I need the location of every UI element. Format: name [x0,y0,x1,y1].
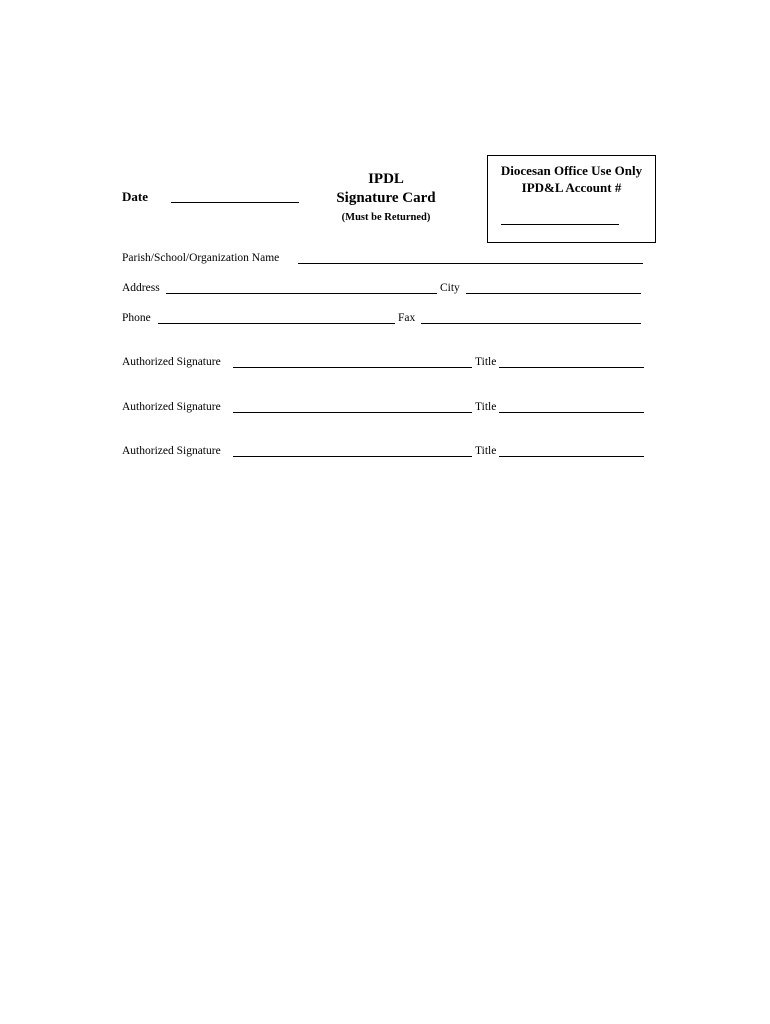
office-use-heading [488,162,655,196]
office-use-box [487,155,656,243]
authorized-signature-field[interactable] [233,412,472,413]
authorized-signature-label: Authorized Signature [122,356,221,368]
title-label: Title [475,445,497,457]
authorized-signature-field[interactable] [233,456,472,457]
city-field[interactable] [466,293,641,294]
form-title [326,170,446,225]
authorized-signature-field[interactable] [233,367,472,368]
fax-label: Fax [398,312,416,324]
form-title-line1: IPDL [368,171,404,187]
form-title-note: (Must be Returned) [341,212,431,223]
date-label: Date [122,189,148,204]
title-label: Title [475,356,497,368]
phone-label: Phone [122,312,151,324]
phone-field[interactable] [158,323,395,324]
authorized-signature-label: Authorized Signature [122,445,221,457]
organization-name-label: Parish/School/Organization Name [122,252,280,264]
address-label: Address [122,282,160,294]
office-use-heading-line1: Diocesan Office Use Only [500,163,643,178]
form-title-line2: Signature Card [336,190,436,206]
fax-field[interactable] [421,323,641,324]
address-field[interactable] [166,293,437,294]
organization-name-field[interactable] [298,263,643,264]
title-label: Title [475,401,497,413]
title-field[interactable] [499,367,644,368]
city-label: City [440,282,460,294]
authorized-signature-label: Authorized Signature [122,401,221,413]
account-number-field[interactable] [501,224,619,225]
office-use-heading-line2: IPD&L Account # [521,180,622,195]
title-field[interactable] [499,456,644,457]
title-field[interactable] [499,412,644,413]
date-field[interactable] [171,202,299,203]
